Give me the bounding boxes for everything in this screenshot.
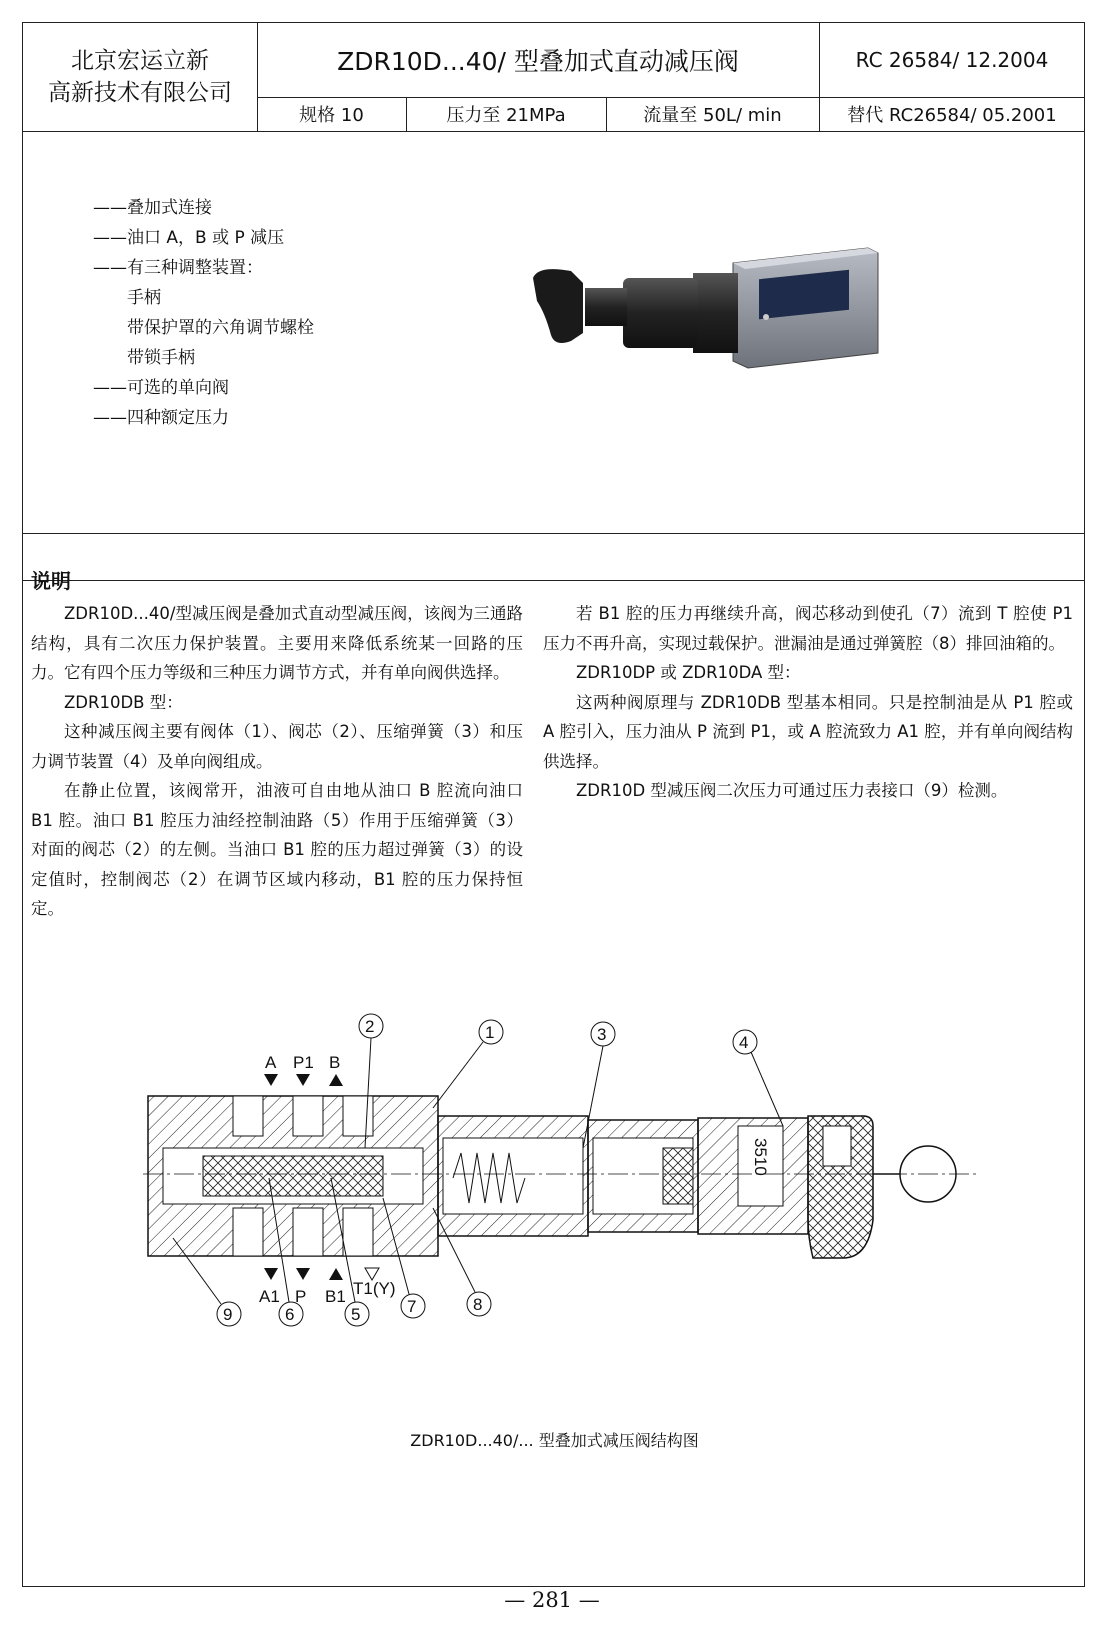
- feature-subitem: 带保护罩的六角调节螺栓: [127, 318, 314, 338]
- feature-list: [93, 193, 314, 433]
- svg-text:8: 8: [473, 1295, 483, 1314]
- port-label-a1: A1: [259, 1287, 280, 1306]
- port-label-t1y: T1(Y): [353, 1279, 396, 1298]
- svg-text:6: 6: [285, 1305, 295, 1324]
- svg-text:1: 1: [485, 1023, 495, 1042]
- paragraph: 这种减压阀主要有阀体（1）、阀芯（2）、压缩弹簧（3）和压力调节装置（4）及单向阀组成。: [31, 722, 523, 771]
- port-arrow-p: [296, 1268, 310, 1280]
- feature-subitem: 带锁手柄: [127, 348, 195, 368]
- header-divider-bottom: [23, 131, 1084, 132]
- port-arrow-b: [329, 1074, 343, 1086]
- scale-digits: 3510: [751, 1138, 770, 1176]
- description-right-column: [543, 599, 1073, 806]
- document-code: RC 26584/ 12.2004: [855, 48, 1049, 72]
- paragraph: ZDR10D...40/型减压阀是叠加式直动型减压阀，该阀为三通路结构，具有二次压力保护装置。主要用来降低系统某一回路的压力。它有四个压力等级和三种压力调节方式，并有单向阀供选择。: [31, 604, 523, 682]
- page-frame: [22, 22, 1085, 1587]
- port-arrow-p1: [296, 1074, 310, 1086]
- paragraph: 若 B1 腔的压力再继续升高，阀芯移动到使孔（7）流到 T 腔使 P1 压力不再升高，实现过载保护。泄漏油是通过弹簧腔（8）排回油箱的。: [543, 604, 1073, 653]
- svg-text:7: 7: [407, 1297, 417, 1316]
- paragraph: ZDR10D 型减压阀二次压力可通过压力表接口（9）检测。: [576, 781, 1008, 800]
- callout-4: [733, 1030, 783, 1126]
- feature-item: ——有三种调整装置：: [93, 258, 263, 278]
- valve-cross-section-diagram: [143, 1008, 1023, 1338]
- paragraph: 在静止位置，该阀常开，油液可自由地从油口 B 腔流向油口 B1 腔。油口 B1 腔压力油经控制油路（5）作用于压缩弹簧（3）对面的阀芯（2）的左侧。当油口 B1 腔的压力超过弹簧（3）的设定值时，控制阀芯（2）在调节区域内移动，B1 腔的压力保持恒定。: [31, 781, 523, 918]
- feature-item: ——叠加式连接: [93, 198, 212, 218]
- svg-text:4: 4: [739, 1033, 749, 1052]
- port-arrow-a: [264, 1074, 278, 1086]
- port-label-p1: P1: [293, 1053, 314, 1072]
- paragraph: ZDR10DP 或 ZDR10DA 型：: [576, 663, 801, 682]
- svg-text:5: 5: [351, 1305, 361, 1324]
- spec-size: 规格 10: [299, 105, 364, 126]
- feature-item: ——油口 A，B 或 P 减压: [93, 228, 285, 248]
- diagram-caption: ZDR10D...40/... 型叠加式减压阀结构图: [410, 1431, 699, 1450]
- callout-1: [433, 1020, 503, 1108]
- document-title: ZDR10D...40/ 型叠加式直动减压阀: [337, 47, 739, 76]
- section-divider-top: [23, 533, 1084, 534]
- company-name: [23, 23, 257, 131]
- port-label-a: A: [265, 1053, 277, 1072]
- spec-flow: 流量至 50L/ min: [643, 105, 782, 126]
- port-label-b: B: [329, 1053, 341, 1072]
- paragraph: 这两种阀原理与 ZDR10DB 型基本相同。只是控制油是从 P1 腔或 A 腔引入，压力油从 P 流到 P1，或 A 腔流致力 A1 腔，并有单向阀结构供选择。: [543, 692, 1073, 771]
- valve-product-photo: [533, 243, 913, 393]
- feature-item: ——可选的单向阀: [93, 378, 229, 398]
- company-line-1: 北京宏运立新: [71, 48, 209, 74]
- feature-subitem: 手柄: [127, 288, 161, 308]
- replaces-code: 替代 RC26584/ 05.2001: [847, 105, 1057, 126]
- paragraph: ZDR10DB 型：: [64, 692, 183, 712]
- feature-item: ——四种额定压力: [93, 408, 229, 428]
- page-number: — 281 —: [504, 1588, 600, 1612]
- port-arrow-b1: [329, 1268, 343, 1280]
- svg-text:2: 2: [365, 1017, 375, 1036]
- section-title: 说明: [31, 569, 71, 593]
- port-label-b1: B1: [325, 1287, 346, 1306]
- svg-text:3: 3: [597, 1025, 607, 1044]
- svg-text:9: 9: [223, 1305, 233, 1324]
- spec-pressure: 压力至 21MPa: [446, 105, 566, 126]
- port-arrow-a1: [264, 1268, 278, 1280]
- section-divider-bottom: [23, 580, 1084, 581]
- description-left-column: [31, 599, 523, 924]
- company-line-2: 高新技术有限公司: [48, 80, 232, 106]
- port-label-p: P: [295, 1287, 307, 1306]
